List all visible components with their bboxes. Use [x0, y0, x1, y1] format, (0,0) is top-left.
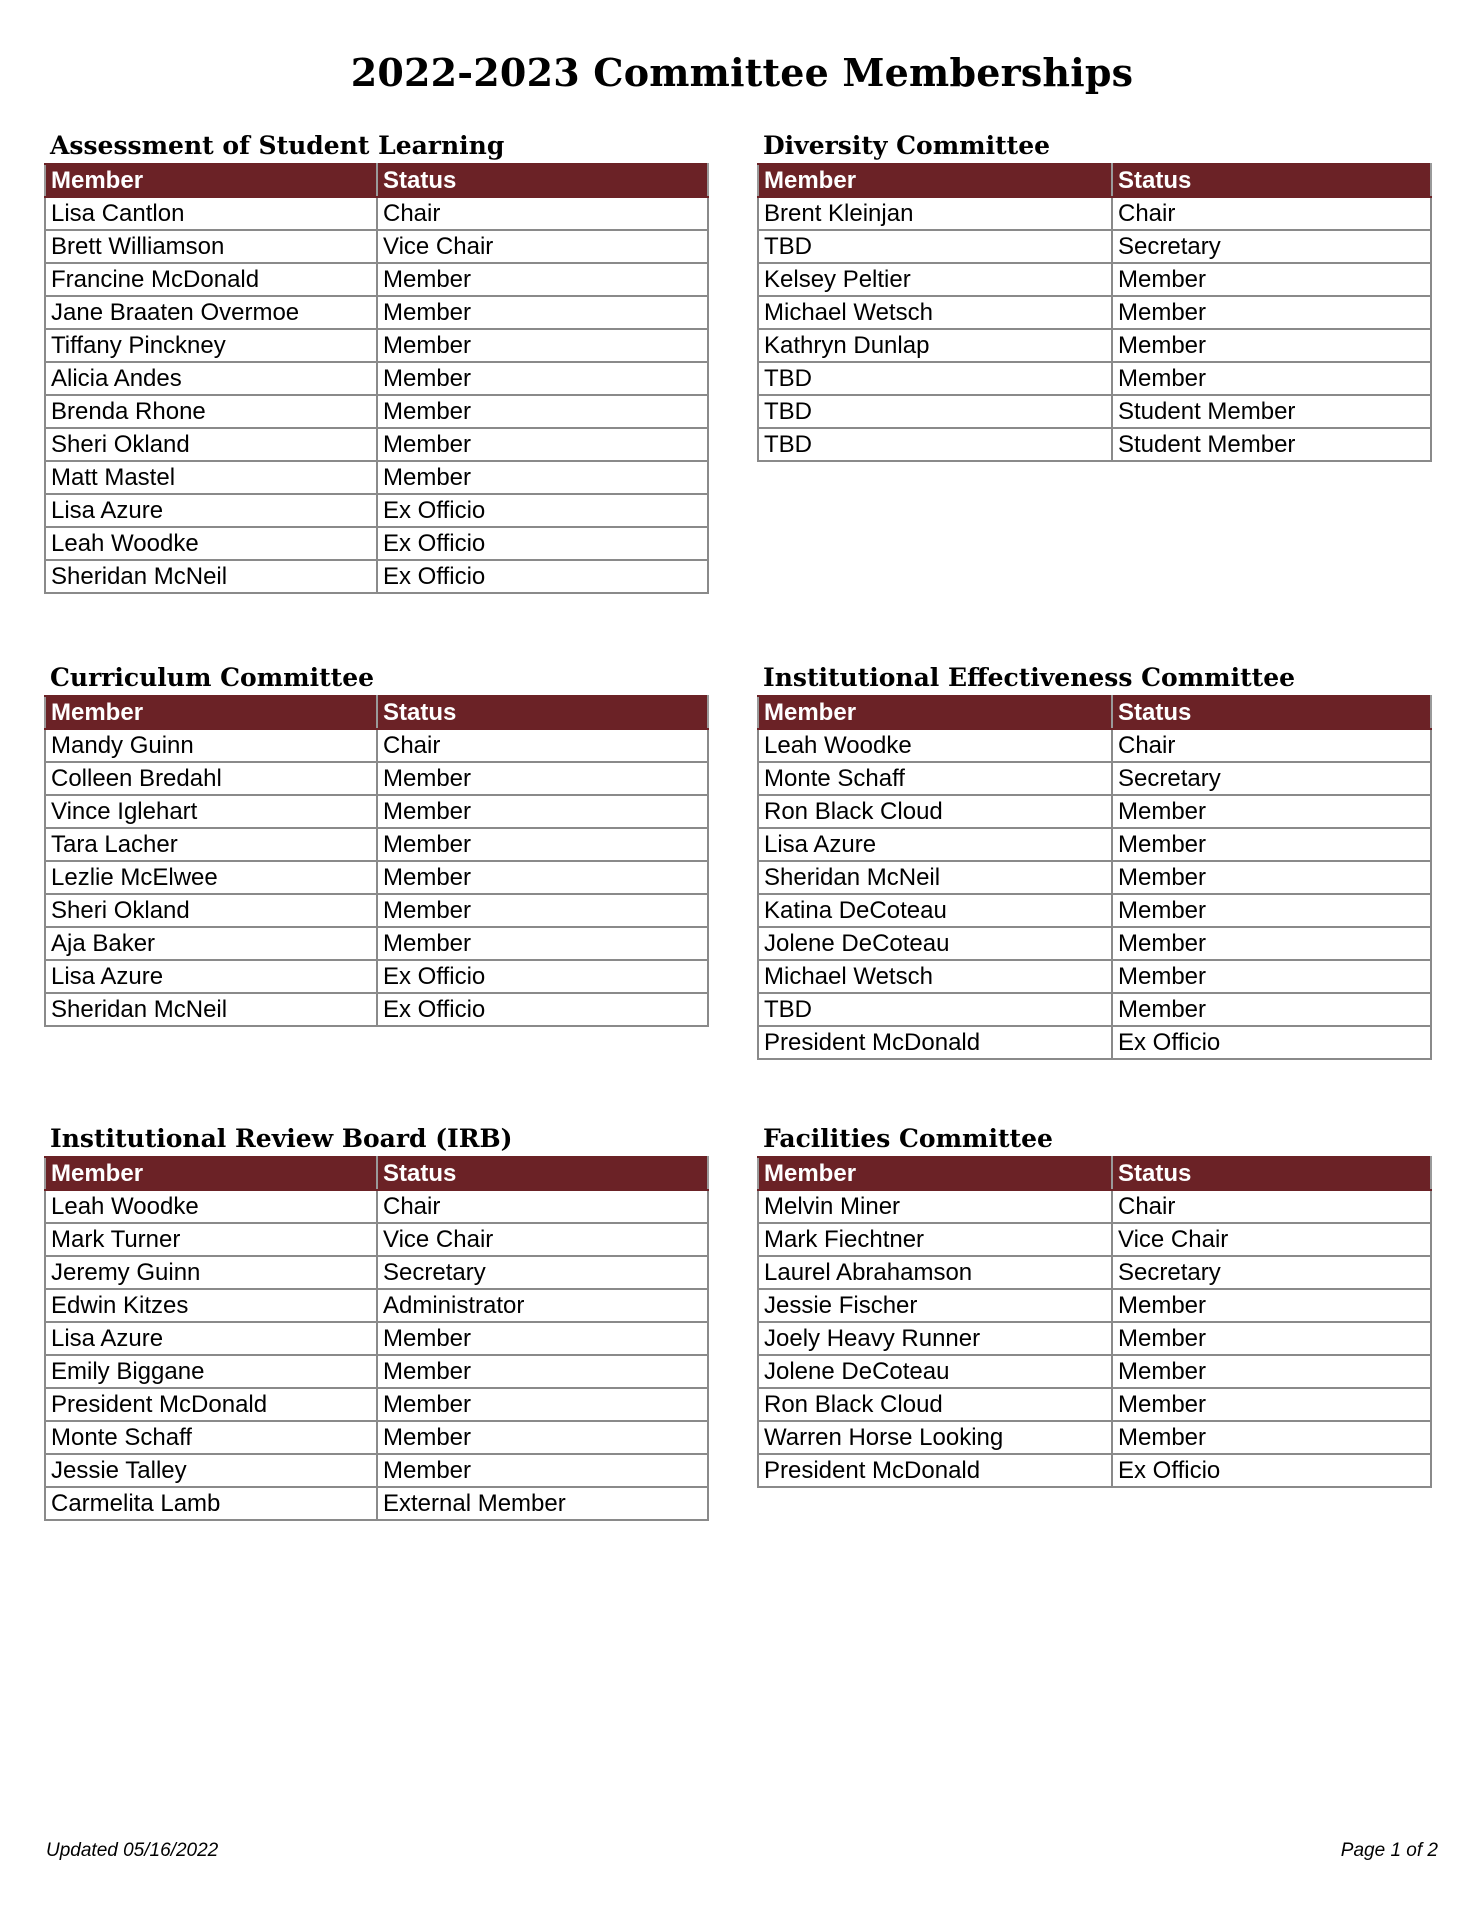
member-status: Member	[1112, 263, 1431, 296]
member-name: Sheridan McNeil	[45, 560, 377, 593]
table-row	[45, 494, 708, 527]
table-row	[758, 263, 1431, 296]
table-row	[758, 927, 1431, 960]
member-name: Tiffany Pinckney	[45, 329, 377, 362]
membership-table	[44, 1156, 709, 1521]
table-row	[45, 197, 708, 230]
member-name: Leah Woodke	[45, 1190, 377, 1223]
table-row	[758, 762, 1431, 795]
member-status: Chair	[1112, 1190, 1431, 1223]
table-row	[45, 828, 708, 861]
committee-irb	[44, 1124, 709, 1521]
member-status: Student Member	[1112, 428, 1431, 461]
member-status: External Member	[377, 1487, 708, 1520]
member-name: Mark Turner	[45, 1223, 377, 1256]
member-name: Leah Woodke	[758, 729, 1112, 762]
member-status: Secretary	[377, 1256, 708, 1289]
member-status: Member	[377, 1322, 708, 1355]
member-name: Emily Biggane	[45, 1355, 377, 1388]
page-number: Page 1 of 2	[1340, 1840, 1438, 1861]
table-row	[758, 1355, 1431, 1388]
member-status: Secretary	[1112, 762, 1431, 795]
table-row	[45, 1223, 708, 1256]
table-row	[45, 861, 708, 894]
table-row	[758, 894, 1431, 927]
table-row	[758, 1289, 1431, 1322]
member-status: Member	[1112, 861, 1431, 894]
table-row	[758, 1190, 1431, 1223]
table-row	[45, 927, 708, 960]
table-row	[45, 1388, 708, 1421]
committee-title: Institutional Review Board (IRB)	[50, 1124, 513, 1153]
committee-institutional-effectiveness	[757, 663, 1432, 1060]
member-name: Brett Williamson	[45, 230, 377, 263]
member-status: Member	[377, 1454, 708, 1487]
member-name: TBD	[758, 993, 1112, 1026]
table-row	[45, 263, 708, 296]
table-row	[45, 329, 708, 362]
member-status: Member	[1112, 795, 1431, 828]
table-row	[45, 1421, 708, 1454]
table-row	[45, 296, 708, 329]
column-header-status: Status	[377, 1157, 708, 1190]
table-row	[758, 1421, 1431, 1454]
table-header-row	[45, 164, 708, 197]
table-row	[45, 993, 708, 1026]
member-name: President McDonald	[45, 1388, 377, 1421]
member-status: Member	[1112, 927, 1431, 960]
member-name: Michael Wetsch	[758, 296, 1112, 329]
member-name: Kathryn Dunlap	[758, 329, 1112, 362]
member-name: TBD	[758, 395, 1112, 428]
table-row	[45, 362, 708, 395]
member-status: Ex Officio	[377, 494, 708, 527]
member-name: TBD	[758, 428, 1112, 461]
member-status: Member	[377, 395, 708, 428]
table-row	[758, 230, 1431, 263]
member-status: Member	[1112, 1289, 1431, 1322]
table-row	[758, 729, 1431, 762]
member-status: Member	[1112, 828, 1431, 861]
member-status: Member	[377, 795, 708, 828]
member-name: Aja Baker	[45, 927, 377, 960]
committee-title: Curriculum Committee	[50, 663, 375, 692]
member-status: Member	[1112, 329, 1431, 362]
member-status: Chair	[377, 729, 708, 762]
member-status: Administrator	[377, 1289, 708, 1322]
member-status: Member	[1112, 296, 1431, 329]
member-status: Ex Officio	[1112, 1454, 1431, 1487]
member-name: Tara Lacher	[45, 828, 377, 861]
member-name: Lisa Cantlon	[45, 197, 377, 230]
table-row	[45, 960, 708, 993]
member-status: Ex Officio	[377, 993, 708, 1026]
member-name: Matt Mastel	[45, 461, 377, 494]
committee-facilities	[757, 1124, 1432, 1488]
table-row	[758, 197, 1431, 230]
member-name: TBD	[758, 362, 1112, 395]
table-header-row	[758, 696, 1431, 729]
membership-table	[44, 695, 709, 1027]
column-header-status: Status	[1112, 164, 1431, 197]
table-header-row	[45, 696, 708, 729]
member-status: Member	[377, 1388, 708, 1421]
member-status: Member	[377, 828, 708, 861]
member-name: Melvin Miner	[758, 1190, 1112, 1223]
member-name: Leah Woodke	[45, 527, 377, 560]
committee-title: Assessment of Student Learning	[50, 131, 505, 160]
table-row	[45, 1256, 708, 1289]
member-status: Member	[377, 428, 708, 461]
table-row	[758, 395, 1431, 428]
member-name: Jessie Fischer	[758, 1289, 1112, 1322]
member-status: Ex Officio	[377, 960, 708, 993]
committee-title: Facilities Committee	[763, 1124, 1053, 1153]
table-row	[45, 1487, 708, 1520]
member-name: Ron Black Cloud	[758, 795, 1112, 828]
member-name: Lisa Azure	[45, 960, 377, 993]
member-status: Ex Officio	[377, 560, 708, 593]
table-row	[758, 1388, 1431, 1421]
member-name: Laurel Abrahamson	[758, 1256, 1112, 1289]
member-status: Chair	[1112, 197, 1431, 230]
member-status: Member	[377, 927, 708, 960]
column-header-status: Status	[1112, 1157, 1431, 1190]
member-name: TBD	[758, 230, 1112, 263]
member-name: Monte Schaff	[758, 762, 1112, 795]
member-name: Ron Black Cloud	[758, 1388, 1112, 1421]
member-name: Sheri Okland	[45, 894, 377, 927]
table-row	[758, 1223, 1431, 1256]
member-name: Sheridan McNeil	[758, 861, 1112, 894]
member-status: Member	[377, 762, 708, 795]
member-status: Member	[377, 1355, 708, 1388]
member-status: Member	[1112, 993, 1431, 1026]
member-name: Brenda Rhone	[45, 395, 377, 428]
member-name: Mandy Guinn	[45, 729, 377, 762]
member-status: Secretary	[1112, 230, 1431, 263]
table-row	[45, 230, 708, 263]
member-status: Ex Officio	[1112, 1026, 1431, 1059]
member-name: Mark Fiechtner	[758, 1223, 1112, 1256]
member-status: Member	[377, 461, 708, 494]
membership-table	[757, 695, 1432, 1060]
table-row	[45, 1454, 708, 1487]
committee-diversity	[757, 131, 1432, 462]
column-header-status: Status	[377, 696, 708, 729]
member-name: Jeremy Guinn	[45, 1256, 377, 1289]
table-row	[758, 795, 1431, 828]
member-name: Jane Braaten Overmoe	[45, 296, 377, 329]
table-row	[45, 527, 708, 560]
column-header-member: Member	[758, 696, 1112, 729]
member-status: Member	[1112, 960, 1431, 993]
member-name: Alicia Andes	[45, 362, 377, 395]
member-name: Lezlie McElwee	[45, 861, 377, 894]
member-status: Member	[377, 296, 708, 329]
table-row	[758, 1454, 1431, 1487]
table-row	[45, 560, 708, 593]
member-name: Lisa Azure	[45, 494, 377, 527]
column-header-status: Status	[377, 164, 708, 197]
table-row	[45, 894, 708, 927]
table-row	[758, 960, 1431, 993]
table-row	[758, 1026, 1431, 1059]
member-status: Secretary	[1112, 1256, 1431, 1289]
member-name: Michael Wetsch	[758, 960, 1112, 993]
member-status: Chair	[1112, 729, 1431, 762]
member-status: Member	[1112, 1322, 1431, 1355]
table-row	[45, 461, 708, 494]
table-row	[45, 1190, 708, 1223]
member-name: Kelsey Peltier	[758, 263, 1112, 296]
table-row	[758, 993, 1431, 1026]
member-status: Chair	[377, 197, 708, 230]
committee-curriculum	[44, 663, 709, 1027]
member-name: Joely Heavy Runner	[758, 1322, 1112, 1355]
committee-title: Institutional Effectiveness Committee	[763, 663, 1296, 692]
member-name: Warren Horse Looking	[758, 1421, 1112, 1454]
table-row	[45, 1289, 708, 1322]
member-name: Carmelita Lamb	[45, 1487, 377, 1520]
member-status: Member	[377, 1421, 708, 1454]
column-header-member: Member	[45, 164, 377, 197]
member-name: Vince Iglehart	[45, 795, 377, 828]
member-status: Member	[377, 362, 708, 395]
column-header-member: Member	[45, 696, 377, 729]
member-name: Brent Kleinjan	[758, 197, 1112, 230]
member-name: Sheridan McNeil	[45, 993, 377, 1026]
column-header-member: Member	[758, 1157, 1112, 1190]
member-name: Monte Schaff	[45, 1421, 377, 1454]
member-name: Edwin Kitzes	[45, 1289, 377, 1322]
updated-date: Updated 05/16/2022	[46, 1840, 219, 1861]
member-name: President McDonald	[758, 1454, 1112, 1487]
member-status: Member	[377, 894, 708, 927]
table-row	[45, 795, 708, 828]
member-status: Vice Chair	[377, 1223, 708, 1256]
column-header-status: Status	[1112, 696, 1431, 729]
member-name: Lisa Azure	[758, 828, 1112, 861]
member-status: Member	[1112, 1388, 1431, 1421]
member-name: Sheri Okland	[45, 428, 377, 461]
member-status: Member	[377, 263, 708, 296]
member-name: Jolene DeCoteau	[758, 927, 1112, 960]
committee-title: Diversity Committee	[763, 131, 1051, 160]
member-name: Colleen Bredahl	[45, 762, 377, 795]
member-status: Member	[1112, 1355, 1431, 1388]
committee-assessment	[44, 131, 709, 594]
member-name: Lisa Azure	[45, 1322, 377, 1355]
table-row	[758, 296, 1431, 329]
table-row	[45, 1322, 708, 1355]
membership-table	[757, 163, 1432, 462]
table-row	[758, 1256, 1431, 1289]
member-status: Student Member	[1112, 395, 1431, 428]
member-status: Member	[377, 861, 708, 894]
table-row	[45, 395, 708, 428]
column-header-member: Member	[45, 1157, 377, 1190]
column-header-member: Member	[758, 164, 1112, 197]
table-row	[758, 329, 1431, 362]
member-status: Vice Chair	[377, 230, 708, 263]
table-row	[758, 861, 1431, 894]
table-header-row	[758, 164, 1431, 197]
membership-table	[44, 163, 709, 594]
table-row	[45, 762, 708, 795]
table-header-row	[45, 1157, 708, 1190]
member-status: Member	[1112, 1421, 1431, 1454]
member-name: President McDonald	[758, 1026, 1112, 1059]
table-row	[758, 828, 1431, 861]
member-status: Member	[377, 329, 708, 362]
table-header-row	[758, 1157, 1431, 1190]
member-name: Jessie Talley	[45, 1454, 377, 1487]
member-status: Ex Officio	[377, 527, 708, 560]
table-row	[45, 1355, 708, 1388]
member-status: Vice Chair	[1112, 1223, 1431, 1256]
table-row	[758, 1322, 1431, 1355]
table-row	[45, 428, 708, 461]
page-title: 2022-2023 Committee Memberships	[350, 50, 1134, 95]
member-status: Member	[1112, 362, 1431, 395]
table-row	[758, 428, 1431, 461]
member-status: Chair	[377, 1190, 708, 1223]
table-row	[45, 729, 708, 762]
member-status: Member	[1112, 894, 1431, 927]
member-name: Katina DeCoteau	[758, 894, 1112, 927]
membership-table	[757, 1156, 1432, 1488]
member-name: Jolene DeCoteau	[758, 1355, 1112, 1388]
member-name: Francine McDonald	[45, 263, 377, 296]
table-row	[758, 362, 1431, 395]
